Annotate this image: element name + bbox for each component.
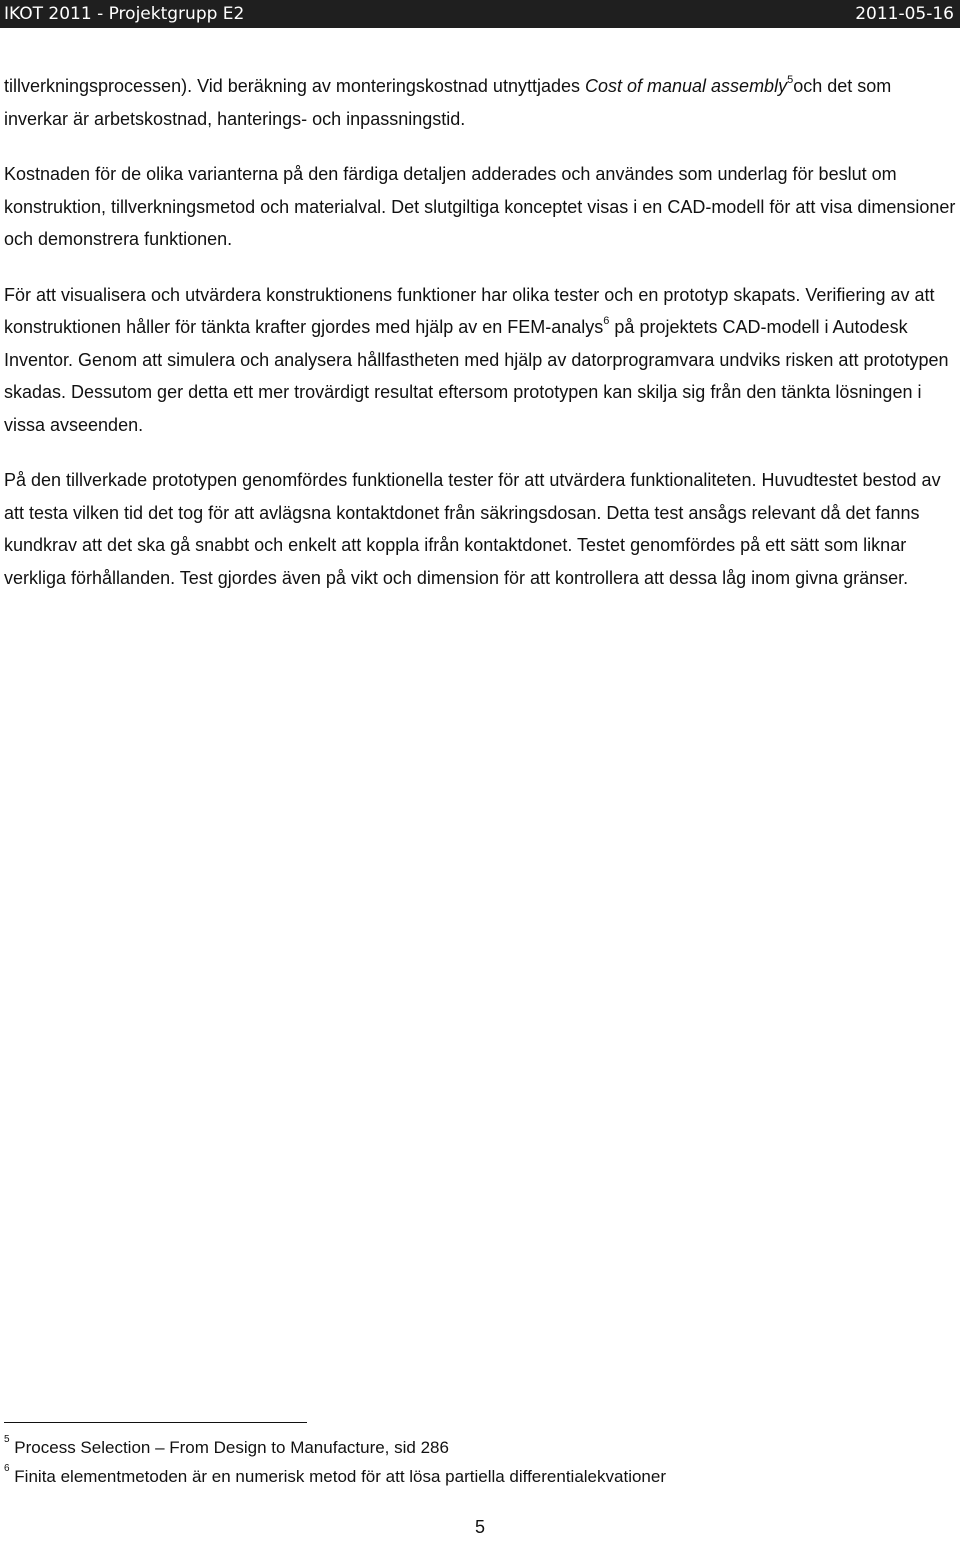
footnote-6-number: 6 — [4, 1463, 10, 1475]
footnotes — [4, 1433, 956, 1491]
paragraph-1-text-a: tillverkningsprocessen). Vid beräkning av monteringskostnad utnyttjades — [4, 76, 585, 96]
paragraph-4 — [4, 464, 956, 594]
footnote-5-text: Process Selection – From Design to Manufacture, sid 286 — [14, 1438, 449, 1457]
page-number: 5 — [474, 1517, 485, 1537]
footnote-5 — [4, 1433, 956, 1462]
footnote-divider — [4, 1422, 307, 1423]
paragraph-2 — [4, 158, 956, 256]
footnote-5-number: 5 — [4, 1434, 10, 1446]
paragraph-3-text-b: på projektets CAD-modell i Autodesk Inventor. Genom att simulera och analysera hållfastheten med hjälp av datorprogramvara undviks risken att prototypen skadas. Dessutom ger detta ett mer trovärdigt resultat eftersom prototypen kan skilja sig från den tänkta lösningen i vissa avseenden. — [4, 317, 949, 435]
paragraph-1 — [4, 70, 956, 135]
paragraph-2-text-b: Det slutgiltiga konceptet visas i en CAD-modell för att visa dimensioner och demonstrera funktionen. — [4, 196, 956, 249]
page-header — [0, 0, 960, 28]
paragraph-3 — [4, 279, 956, 442]
paragraph-1-text-b: och det som inverkar är arbetskostnad, hanterings- och inpassningstid. — [4, 76, 892, 129]
body-text — [4, 70, 956, 617]
footnote-6 — [4, 1462, 956, 1491]
header-date: 2011-05-16 — [855, 4, 954, 24]
footnote-ref-6: 6 — [603, 315, 610, 327]
paragraph-3-text-a: För att visualisera och utvärdera konstruktionens funktioner har olika tester och en prototyp skapats. Verifiering av att konstruktionen håller för tänkta krafter gjordes med hjälp av en FEM-analys — [4, 284, 935, 337]
paragraph-2-text-a: Kostnaden för de olika varianterna på den färdiga detaljen adderades och användes som underlag för beslut om konstruktion, tillverkningsmetod och materialval. — [4, 164, 897, 217]
footnote-6-text: Finita elementmetoden är en numerisk metod för att lösa partiella differentialekvationer — [14, 1467, 666, 1486]
paragraph-4-text: På den tillverkade prototypen genomfördes funktionella tester för att utvärdera funktionaliteten. Huvudtestet bestod av att testa vilken tid det tog för att avlägsna kontaktdonet från säkringsdosan. Detta test ansågs relevant då det fanns kundkrav att det ska gå snabbt och enkelt att koppla ifrån kontaktdonet. Testet genomfördes på ett sätt som liknar verkliga förhållanden. Test gjordes även på vikt och dimension för att kontrollera att dessa låg inom givna gränser. — [4, 470, 941, 588]
paragraph-1-italic-title: Cost of manual assembly — [584, 76, 788, 96]
header-title: IKOT 2011 - Projektgrupp E2 — [4, 4, 245, 24]
footnote-ref-5: 5 — [787, 74, 794, 86]
